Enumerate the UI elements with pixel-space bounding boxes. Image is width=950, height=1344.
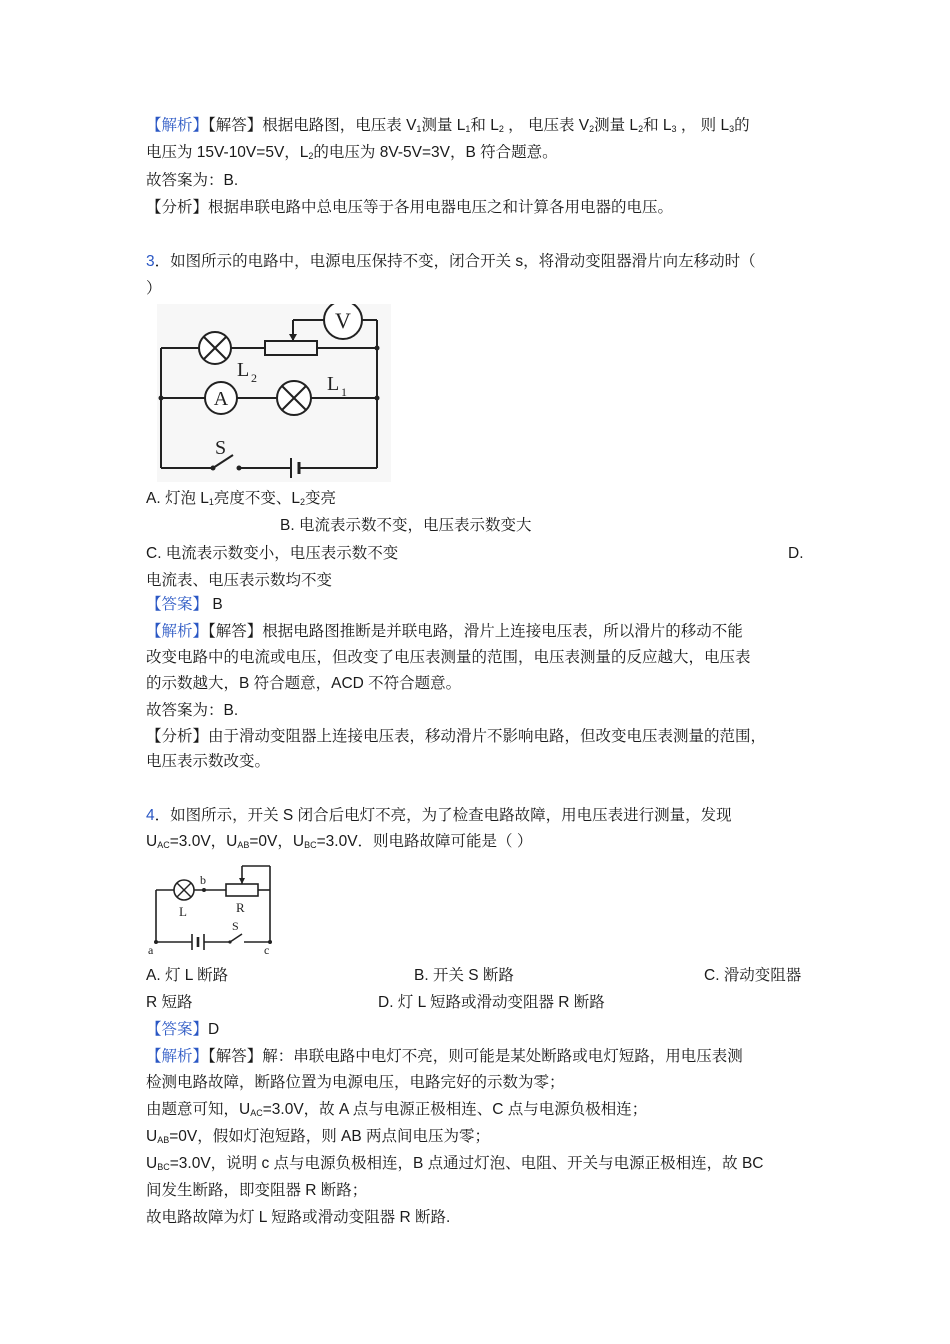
label-b: b xyxy=(200,873,206,887)
q4-stem-line2: $U_{AC}=3.0V$，$U_{AB}=0V$，$U_{BC}=3.0V$．则电路故障可能是（ ） xyxy=(146,833,533,850)
q3-analysis-line1: 【解析】【解答】根据电路图推断是并联电路，滑片上连接电压表，所以滑片的移动不能 xyxy=(146,623,743,640)
q4-option-d: D. 灯 L 短路或滑动变阻器 R 断路 xyxy=(378,994,605,1011)
q3-analysis-line3: 的示数越大，B 符合题意，ACD 不符合题意。 xyxy=(146,675,462,692)
q3-analysis-line2: 改变电路中的电流或电压，但改变了电压表测量的范围，电压表测量的反应越大，电压表 xyxy=(146,649,751,666)
label-a: a xyxy=(148,943,154,956)
q4-option-a: A. 灯 L 断路 xyxy=(146,967,229,984)
q4-analysis-line4: $U_{AB}=0V$，假如灯泡短路，则 AB 两点间电压为零； xyxy=(146,1128,491,1145)
label-l: L xyxy=(179,904,187,919)
q4-analysis-line5: $U_{BC}=3.0V$，说明 c 点与电源负极相连，B 点通过灯泡、电阻、开关与电源正极相连，故 BC xyxy=(146,1155,764,1172)
svg-text:2: 2 xyxy=(251,371,257,385)
label-c: c xyxy=(264,943,270,956)
q3-option-d-text: 电流表、电压表示数均不变 xyxy=(146,572,333,589)
q2-fenxi: 【分析】根据串联电路中总电压等于各用电器电压之和计算各用电器的电压。 xyxy=(146,199,674,216)
label-r: R xyxy=(236,900,245,915)
q4-circuit-diagram xyxy=(146,858,276,956)
q2-analysis-line1: 【解析】【解答】根据电路图，电压表 $V_1$测量 $L_1$和 $L_2$ ， 电压表 $V_2$测量 $L_2$和 $L_3$ ， 则 $L_3$的 xyxy=(146,117,750,134)
label-l1: L xyxy=(327,373,340,395)
q4-analysis-line7: 故电路故障为灯 L 短路或滑动变阻器 R 断路. xyxy=(146,1209,451,1226)
lamp-l2-icon xyxy=(199,332,231,364)
q3-option-c: C. 电流表示数变小，电压表示数不变 xyxy=(146,545,399,562)
q3-stem-line1: 3．如图所示的电路中，电源电压保持不变，闭合开关 s，将滑动变阻器滑片向左移动时（ xyxy=(146,253,756,270)
q3-fenxi-line2: 电压表示数改变。 xyxy=(146,753,271,770)
q4-option-b: B. 开关 S 断路 xyxy=(414,967,514,984)
battery-icon xyxy=(192,934,204,950)
q3-fenxi-line1: 【分析】由于滑动变阻器上连接电压表，移动滑片不影响电路，但改变电压表测量的范围， xyxy=(146,728,767,745)
q3-circuit-diagram xyxy=(157,304,391,482)
ammeter-label: A xyxy=(213,388,229,410)
lamp-l-icon xyxy=(174,880,194,900)
lamp-l1-icon xyxy=(277,381,311,415)
svg-text:1: 1 xyxy=(341,385,347,399)
label-s: S xyxy=(215,437,227,459)
q2-answer-line: 故答案为：B. xyxy=(146,172,239,189)
q4-analysis-line3: 由题意可知，$U_{AC}=3.0V$，故 A 点与电源正极相连、C 点与电源负极相连； xyxy=(146,1101,648,1118)
voltmeter-label: V xyxy=(335,308,351,333)
q3-option-b: B. 电流表示数不变，电压表示数变大 xyxy=(280,517,532,534)
q4-analysis-line6: 间发生断路，即变阻器 R 断路； xyxy=(146,1182,368,1199)
q3-answer: 【答案】 B xyxy=(146,596,223,613)
q4-option-c-part2: R 短路 xyxy=(146,994,193,1011)
q4-analysis-line2: 检测电路故障，断路位置为电源电压，电路完好的示数为零； xyxy=(146,1074,565,1091)
q4-answer: 【答案】D xyxy=(146,1021,220,1038)
q3-option-d-label: D. xyxy=(788,545,804,562)
q4-stem-line1: 4．如图所示，开关 S 闭合后电灯不亮，为了检查电路故障，用电压表进行测量，发现 xyxy=(146,807,732,824)
label-s: S xyxy=(232,919,239,933)
q3-option-a: A. 灯泡 $L_1$亮度不变、$L_2$变亮 xyxy=(146,490,337,507)
q3-stem-line2: ） xyxy=(146,280,162,297)
label-l2: L xyxy=(237,359,250,381)
q3-answer-line: 故答案为：B. xyxy=(146,702,239,719)
q4-option-c-part1: C. 滑动变阻器 xyxy=(704,967,802,984)
q4-analysis-line1: 【解析】【解答】解：串联电路中电灯不亮，则可能是某处断路或电灯短路，用电压表测 xyxy=(146,1048,743,1065)
q2-analysis-line2: 电压为 15V-10V=5V，$L_2$的电压为 8V-5V=3V，B 符合题意。 xyxy=(146,144,558,161)
